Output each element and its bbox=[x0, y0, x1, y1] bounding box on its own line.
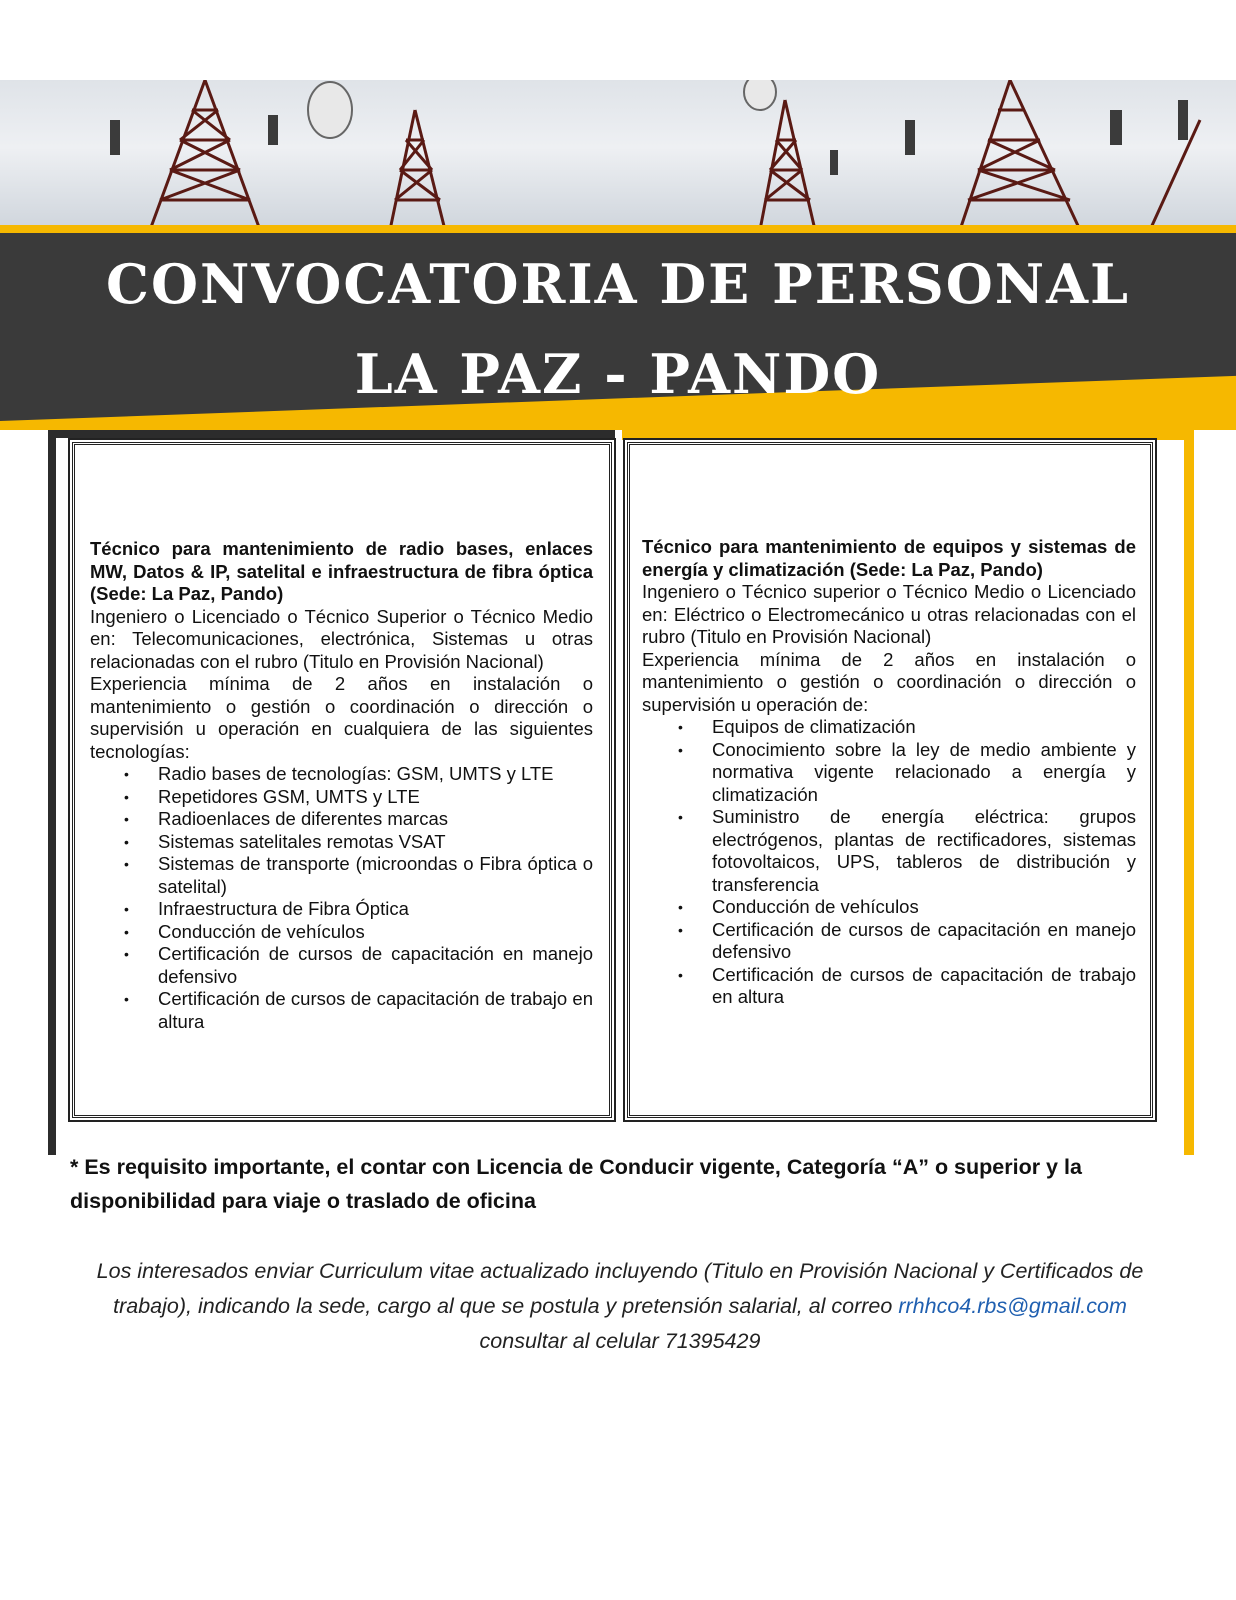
list-item: • Radioenlaces de diferentes marcas bbox=[158, 808, 593, 831]
job-telecom-requirements bbox=[90, 763, 593, 1033]
application-text: Los interesados enviar Curriculum vitae actualizado incluyendo (Titulo en Provisión Nacional y Certificados de trabajo), indicando la sede, cargo al que se postula y pretensión salarial, al correo bbox=[96, 1259, 1144, 1318]
license-requirement-note: * Es requisito importante, el contar con Licencia de Conducir vigente, Categoría “A” o superior y la disponibilidad para viaje o traslado de oficina bbox=[70, 1155, 1082, 1213]
job-telecom-heading: Técnico para mantenimiento de radio bases, enlaces MW, Datos & IP, satelital e infraestructura de fibra óptica (Sede: La Paz, Pando) bbox=[90, 538, 593, 604]
job-telecom bbox=[90, 538, 593, 1033]
job-energy bbox=[642, 536, 1136, 1009]
telecom-towers-illustration bbox=[0, 80, 1236, 230]
list-item: • Radio bases de tecnologías: GSM, UMTS y LTE bbox=[158, 763, 593, 786]
job-energy-requirements bbox=[642, 716, 1136, 1009]
page-title: CONVOCATORIA DE PERSONAL bbox=[105, 252, 1131, 316]
list-item: • Suministro de energía eléctrica: grupos electrógenos, plantas de rectificadores, sistemas fotovoltaicos, UPS, tableros de distribución y transferencia bbox=[712, 806, 1136, 896]
list-item: • Equipos de climatización bbox=[712, 716, 1136, 739]
page-subtitle: LA PAZ - PANDO bbox=[354, 342, 882, 406]
list-item: • Infraestructura de Fibra Óptica bbox=[158, 898, 593, 921]
contact-phone: consultar al celular 71395429 bbox=[479, 1329, 761, 1353]
job-energy-heading: Técnico para mantenimiento de equipos y sistemas de energía y climatización (Sede: La Paz, Pando) bbox=[642, 536, 1136, 580]
header-photo bbox=[0, 80, 1236, 230]
application-instructions bbox=[80, 1254, 1160, 1359]
list-item: • Conocimiento sobre la ley de medio ambiente y normativa vigente relacionado a energía y climatización bbox=[712, 739, 1136, 807]
list-item: • Certificación de cursos de capacitación en manejo defensivo bbox=[712, 919, 1136, 964]
contact-email-link[interactable]: rrhhco4.rbs@gmail.com bbox=[898, 1294, 1127, 1318]
list-item: • Certificación de cursos de capacitación de trabajo en altura bbox=[158, 988, 593, 1033]
list-item: • Certificación de cursos de capacitación en manejo defensivo bbox=[158, 943, 593, 988]
job-telecom-profile: Ingeniero o Licenciado o Técnico Superior o Técnico Medio en: Telecomunicaciones, electrónica, Sistemas u otras relacionadas con el rubro (Titulo en Provisión Nacional) bbox=[90, 605, 593, 672]
job-energy-experience: Experiencia mínima de 2 años en instalación o mantenimiento o gestión o coordinación o dirección o supervisión u operación de: bbox=[642, 648, 1136, 715]
list-item: • Sistemas satelitales remotas VSAT bbox=[158, 831, 593, 854]
job-telecom-experience: Experiencia mínima de 2 años en instalación o mantenimiento o gestión o coordinación o dirección o supervisión u operación en cualquiera de las siguientes tecnologías: bbox=[90, 673, 593, 762]
list-item: • Certificación de cursos de capacitación de trabajo en altura bbox=[712, 964, 1136, 1009]
list-item: • Conducción de vehículos bbox=[712, 896, 1136, 919]
list-item: • Conducción de vehículos bbox=[158, 921, 593, 944]
job-energy-profile: Ingeniero o Técnico superior o Técnico Medio o Licenciado en: Eléctrico o Electromecánico u otras relacionadas con el rubro (Titulo en Provisión Nacional) bbox=[642, 581, 1136, 647]
list-item: • Repetidores GSM, UMTS y LTE bbox=[158, 786, 593, 809]
list-item: • Sistemas de transporte (microondas o Fibra óptica o satelital) bbox=[158, 853, 593, 898]
